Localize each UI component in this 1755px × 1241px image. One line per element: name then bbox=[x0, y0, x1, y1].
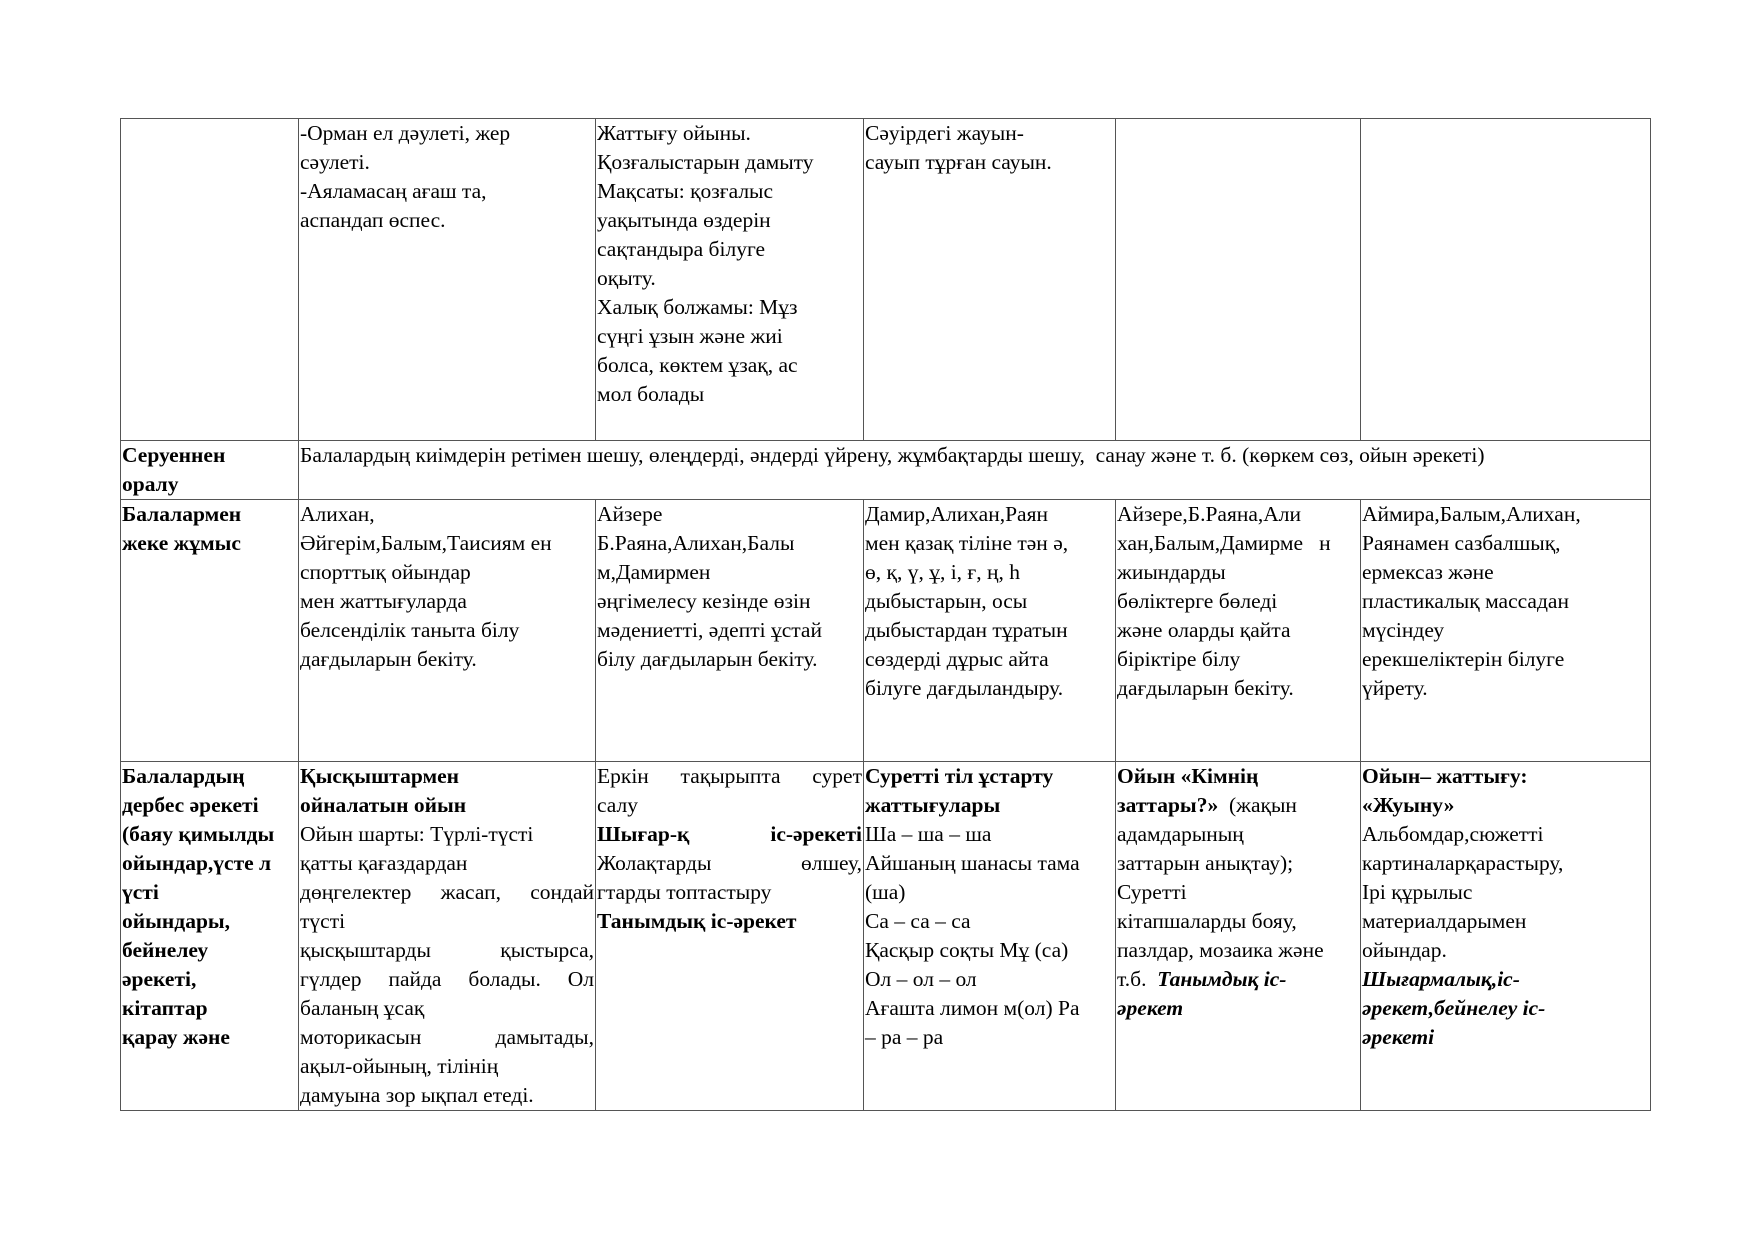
text-line: гтарды топтастыру bbox=[597, 880, 772, 904]
table-row bbox=[121, 119, 1651, 441]
table-row bbox=[121, 441, 1651, 500]
table-row bbox=[121, 500, 1651, 762]
text-line: Балалармен bbox=[122, 502, 242, 526]
text-line: мүсіндеу bbox=[1362, 618, 1445, 642]
text-line: Ойын шарты: Түрлі-түсті bbox=[300, 822, 534, 846]
text-line: сауып тұрған сауын. bbox=[865, 150, 1052, 174]
text-line: оқыту. bbox=[597, 266, 656, 290]
table-cell bbox=[299, 762, 596, 1111]
text-line: ойындар,үсте л bbox=[122, 851, 272, 875]
text-line: әрекет,бейнелеу іс- bbox=[1362, 996, 1546, 1020]
table-cell bbox=[1116, 500, 1361, 762]
text-line: ойындары, bbox=[122, 909, 231, 933]
text-line: сәулеті. bbox=[300, 150, 370, 174]
text-line: Альбомдар,сюжетті bbox=[1362, 822, 1544, 846]
text-line: Қысқыштармен bbox=[300, 764, 460, 788]
text-line: пазлдар, мозаика және bbox=[1117, 938, 1324, 962]
text-line: Балалардың bbox=[122, 764, 245, 788]
text-line: жеке жұмыс bbox=[122, 531, 241, 555]
text-line: әрекеті, bbox=[122, 967, 197, 991]
text-line: қатты қағаздардан bbox=[300, 851, 468, 875]
text-line: дыбыстардан тұратын bbox=[865, 618, 1068, 642]
text-line: Дамир,Алихан,Раян bbox=[865, 502, 1048, 526]
table-row bbox=[121, 762, 1651, 1111]
text-line: Ірі құрылыс bbox=[1362, 880, 1473, 904]
text-line: жаттығулары bbox=[865, 793, 1001, 817]
text-line: гүлдер пайда болады. Ол bbox=[300, 967, 594, 991]
text-line: уақытында өздерін bbox=[597, 208, 771, 232]
table-cell bbox=[864, 500, 1116, 762]
text-line: заттарын анықтау); bbox=[1117, 851, 1294, 875]
text-line: Раянамен сазбалшық, bbox=[1362, 531, 1561, 555]
text-line: адамдарының bbox=[1117, 822, 1244, 846]
text-line: әрекет bbox=[1117, 996, 1184, 1020]
table-cell bbox=[864, 762, 1116, 1111]
text-line: -Орман ел дәулеті, жер bbox=[300, 121, 511, 145]
text-line: сақтандыра білуге bbox=[597, 237, 766, 261]
text-line: мол болады bbox=[597, 382, 705, 406]
text-line: материалдарымен bbox=[1362, 909, 1527, 933]
text-line: және оларды қайта bbox=[1117, 618, 1291, 642]
table-cell bbox=[299, 500, 596, 762]
text-line: (ша) bbox=[865, 880, 906, 904]
text-line: Айзере bbox=[597, 502, 663, 526]
text-line: қысқыштарды қыстырса, bbox=[300, 938, 594, 962]
text-line: Еркін тақырыпта сурет bbox=[597, 764, 862, 788]
text-line: мен қазақ тіліне тән ә, bbox=[865, 531, 1069, 555]
text-line: мен жаттығуларда bbox=[300, 589, 467, 613]
text-line: Шығармалық,іс- bbox=[1362, 967, 1520, 991]
text-line bbox=[597, 820, 862, 849]
table-cell bbox=[1361, 500, 1651, 762]
text-line: біріктіре білу bbox=[1117, 647, 1241, 671]
text-line: Айшаның шанасы тама bbox=[865, 851, 1080, 875]
text-line: кітапшаларды бояу, bbox=[1117, 909, 1297, 933]
table-cell bbox=[1116, 119, 1361, 441]
text-line: Қасқыр соқты Мұ (са) bbox=[865, 938, 1069, 962]
text-line: спорттық ойындар bbox=[300, 560, 471, 584]
text-line: Суретті тіл ұстарту bbox=[865, 764, 1054, 788]
text-line: бейнелеу bbox=[122, 938, 209, 962]
text-line: баланың ұсақ bbox=[300, 996, 425, 1020]
text-line: оралу bbox=[122, 472, 179, 496]
text-line: Жолақтарды өлшеу, bbox=[597, 851, 862, 875]
text-line: Айзере,Б.Раяна,Али bbox=[1117, 502, 1302, 526]
table-cell bbox=[864, 119, 1116, 441]
text-line: (баяу қимылды bbox=[122, 822, 275, 846]
text-line: үсті bbox=[122, 880, 159, 904]
text-run: (жақын bbox=[1223, 793, 1297, 817]
text-line: кітаптар bbox=[122, 996, 208, 1020]
text-line: Ол – ол – ол bbox=[865, 967, 977, 991]
text-line: білу дағдыларын бекіту. bbox=[597, 647, 818, 671]
text-line: ойындар. bbox=[1362, 938, 1447, 962]
text-line: ермексаз және bbox=[1362, 560, 1494, 584]
text-line: пластикалық массадан bbox=[1362, 589, 1569, 613]
text-run: заттары?» bbox=[1117, 793, 1219, 817]
text-line: картиналарқарастыру, bbox=[1362, 851, 1564, 875]
text-line bbox=[1117, 965, 1359, 994]
text-line: Танымдық іс-әрекет bbox=[597, 909, 797, 933]
span-text: Балалардың киімдерін ретімен шешу, өлеңдерді, әндерді үйрену, жұмбақтарды шешу, санау және т. б. (көркем сөз, ойын әрекеті) bbox=[300, 443, 1485, 467]
text-line: Халық болжамы: Мұз bbox=[597, 295, 798, 319]
text-line: бөліктерге бөледі bbox=[1117, 589, 1278, 613]
table-cell bbox=[1361, 762, 1651, 1111]
text-line: – ра – ра bbox=[865, 1025, 944, 1049]
table-cell bbox=[1116, 762, 1361, 1111]
text-line: аспандап өспес. bbox=[300, 208, 446, 232]
text-line: жиындарды bbox=[1117, 560, 1226, 584]
table-cell bbox=[299, 119, 596, 441]
row-label-cell bbox=[121, 500, 299, 762]
text-line: ойналатын ойын bbox=[300, 793, 467, 817]
plan-table bbox=[120, 118, 1651, 1111]
text-run: іс-әрекеті bbox=[770, 822, 862, 846]
text-line: ерекшеліктерін білуге bbox=[1362, 647, 1565, 671]
text-line: дыбыстарын, осы bbox=[865, 589, 1028, 613]
text-line: Ағашта лимон м(ол) Ра bbox=[865, 996, 1080, 1020]
text-line: Қозғалыстарын дамыту bbox=[597, 150, 814, 174]
text-line: Әйгерім,Балым,Таисиям ен bbox=[300, 531, 552, 555]
text-line: әрекеті bbox=[1362, 1025, 1435, 1049]
row-label-cell bbox=[121, 441, 299, 500]
text-line: сөздерді дұрыс айта bbox=[865, 647, 1049, 671]
text-line: моторикасын дамытады, bbox=[300, 1025, 594, 1049]
table-cell bbox=[596, 762, 864, 1111]
text-line: дағдыларын бекіту. bbox=[300, 647, 477, 671]
text-line: Серуеннен bbox=[122, 443, 226, 467]
text-line: Са – са – са bbox=[865, 909, 971, 933]
text-line: сүңгі ұзын және жиі bbox=[597, 324, 783, 348]
row-label-cell bbox=[121, 762, 299, 1111]
text-line: хан,Балым,Дамирме н bbox=[1117, 531, 1331, 555]
text-run: Ойын «Кімнің bbox=[1117, 764, 1259, 788]
text-line: Суретті bbox=[1117, 880, 1187, 904]
text-line bbox=[1117, 762, 1359, 791]
text-line: ө, қ, ү, ұ, і, ғ, ң, һ bbox=[865, 560, 1020, 584]
text-line: түсті bbox=[300, 909, 346, 933]
table-cell bbox=[596, 500, 864, 762]
text-line: салу bbox=[597, 793, 639, 817]
text-line: Аймира,Балым,Алихан, bbox=[1362, 502, 1581, 526]
text-line: мәдениетті, әдепті ұстай bbox=[597, 618, 822, 642]
text-line: м,Дамирмен bbox=[597, 560, 711, 584]
text-line: -Аяламасаң ағаш та, bbox=[300, 179, 487, 203]
text-line: белсенділік таныта білу bbox=[300, 618, 520, 642]
text-line: қарау және bbox=[122, 1025, 230, 1049]
table-cell bbox=[1361, 119, 1651, 441]
text-line: Сәуірдегі жауын- bbox=[865, 121, 1024, 145]
text-line: Ша – ша – ша bbox=[865, 822, 992, 846]
row-label-cell bbox=[121, 119, 299, 441]
text-line: дөңгелектер жасап, сондай bbox=[300, 880, 594, 904]
text-line: білуге дағдыландыру. bbox=[865, 676, 1064, 700]
text-line: Жаттығу ойыны. bbox=[597, 121, 751, 145]
text-line: дамуына зор ықпал етеді. bbox=[300, 1083, 534, 1107]
plan-table-body bbox=[121, 119, 1651, 1111]
text-run: т.б. bbox=[1117, 967, 1152, 991]
text-line: әңгімелесу кезінде өзін bbox=[597, 589, 811, 613]
table-cell bbox=[596, 119, 864, 441]
text-line: болса, көктем ұзақ, ас bbox=[597, 353, 798, 377]
text-line: ақыл-ойының, тілінің bbox=[300, 1054, 499, 1078]
text-line: Мақсаты: қозғалыс bbox=[597, 179, 774, 203]
text-line: дербес әрекеті bbox=[122, 793, 259, 817]
text-line: Б.Раяна,Алихан,Балы bbox=[597, 531, 795, 555]
text-line: Ойын– жаттығу: bbox=[1362, 764, 1528, 788]
text-line: дағдыларын бекіту. bbox=[1117, 676, 1294, 700]
text-line: Алихан, bbox=[300, 502, 375, 526]
table-cell-span bbox=[299, 441, 1651, 500]
text-run: Шығар-қ bbox=[597, 822, 690, 846]
text-run: Танымдық іс- bbox=[1157, 967, 1287, 991]
text-line: үйрету. bbox=[1362, 676, 1428, 700]
text-line: «Жуыну» bbox=[1362, 793, 1455, 817]
text-line bbox=[1117, 791, 1359, 820]
